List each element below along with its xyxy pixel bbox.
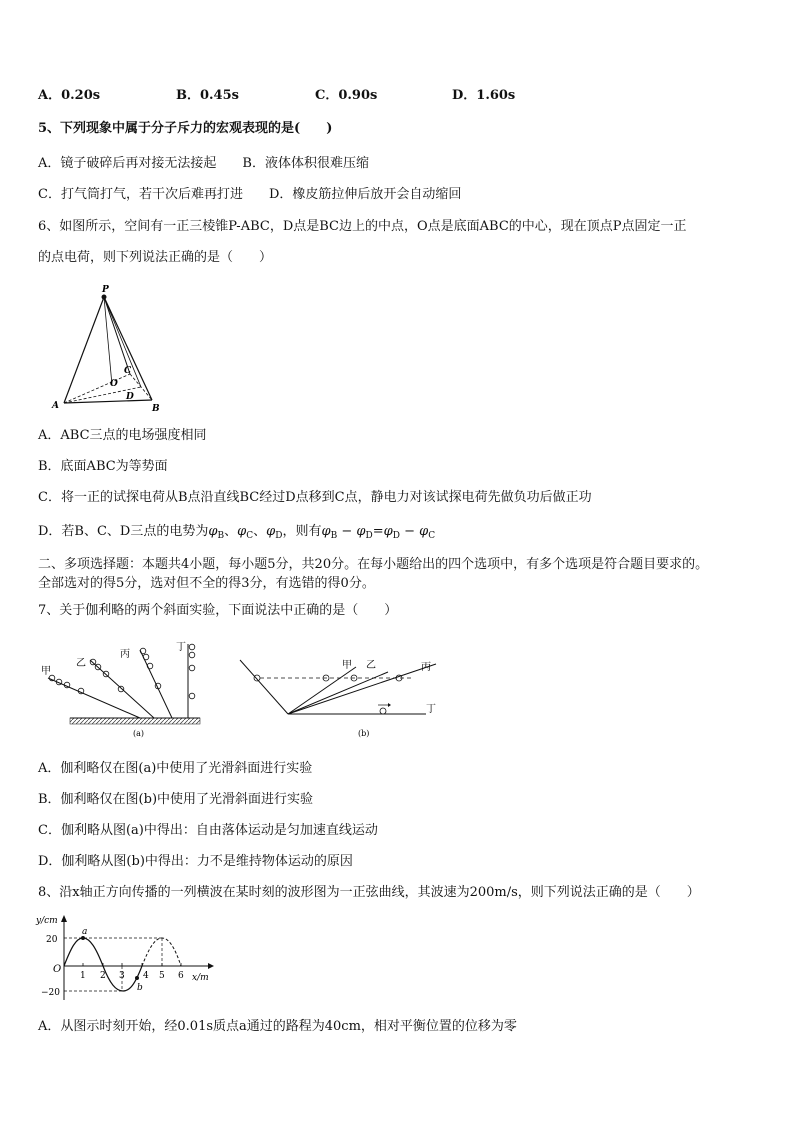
wave-curve-shifted bbox=[142, 938, 181, 966]
ball bbox=[189, 652, 195, 658]
q7-option-c: C．伽利略从图(a)中得出：自由落体运动是匀加速直线运动 bbox=[38, 823, 378, 838]
ball bbox=[189, 665, 195, 671]
xtick-2: 2 bbox=[100, 971, 106, 981]
incline-yi bbox=[90, 660, 154, 718]
q5-option-c: C．打气筒打气，若干次后难再打进 bbox=[38, 187, 243, 202]
fig-b-label-jia: 甲 bbox=[342, 660, 352, 671]
q6-option-a: A．ABC三点的电场强度相同 bbox=[38, 428, 207, 443]
q5-option-a: A．镜子破碎后再对接无法接起 bbox=[38, 156, 217, 171]
xtick-6: 6 bbox=[178, 971, 184, 981]
q5-option-d: D．橡皮筋拉伸后放开会自动缩回 bbox=[268, 187, 462, 202]
ball bbox=[90, 659, 96, 665]
ball bbox=[189, 644, 195, 650]
fig-a-label-jia: 甲 bbox=[41, 666, 51, 677]
ball bbox=[140, 648, 146, 654]
q4-option-a: A．0.20s bbox=[38, 88, 101, 103]
q7-stem: 7、关于伽利略的两个斜面实验，下面说法中正确的是（ ） bbox=[38, 603, 398, 618]
fig-b-label-ding: 丁 bbox=[426, 704, 436, 715]
q7-option-d: D．伽利略从图(b)中得出：力不是维持物体运动的原因 bbox=[38, 854, 353, 869]
y-axis-arrow bbox=[61, 915, 67, 922]
fig-a-label-bing: 丙 bbox=[120, 649, 130, 660]
point-p-dot bbox=[102, 295, 107, 300]
q8-option-a: A．从图示时刻开始，经0.01s质点a通过的路程为40cm，相对平衡位置的位移为零 bbox=[38, 1019, 517, 1034]
velocity-arrow-head bbox=[388, 703, 391, 707]
point-b-label: b bbox=[137, 983, 143, 993]
line-pd bbox=[104, 297, 141, 387]
fig-b-label-bing: 丙 bbox=[421, 662, 431, 673]
y-axis-label: y/cm bbox=[36, 916, 58, 926]
right-incline-jia bbox=[288, 667, 356, 714]
q6-stem-line2: 的点电荷，则下列说法正确的是（ ） bbox=[38, 250, 273, 265]
q4-option-d: D．1.60s bbox=[452, 88, 516, 103]
origin-label: O bbox=[53, 964, 62, 975]
fig-a-caption: (a) bbox=[133, 729, 145, 738]
section2-line2: 全部选对的得5分，选对但不全的得3分，有选错的得0分。 bbox=[38, 576, 375, 591]
xtick-4: 4 bbox=[143, 971, 149, 981]
ground-hatch bbox=[70, 718, 200, 724]
ball bbox=[118, 686, 124, 692]
label-p: P bbox=[102, 285, 109, 295]
edge-pa bbox=[64, 297, 104, 403]
label-a: A bbox=[52, 401, 59, 411]
fig-a-label-yi: 乙 bbox=[76, 658, 86, 669]
right-incline-bing bbox=[288, 664, 436, 714]
figure-b-double-incline bbox=[236, 650, 442, 740]
q5-stem: 5、下列现象中属于分子斥力的宏观表现的是( ) bbox=[38, 121, 333, 136]
incline-jia bbox=[48, 678, 140, 718]
fig-b-caption: (b) bbox=[358, 729, 370, 738]
fig-a-label-ding: 丁 bbox=[176, 642, 186, 653]
q6-option-c: C．将一正的试探电荷从B点沿直线BC经过D点移到C点，静电力对该试探电荷先做负功后做正功 bbox=[38, 490, 592, 505]
q4-option-c: C．0.90s bbox=[315, 88, 378, 103]
q5-options-cd bbox=[38, 187, 461, 203]
fig-b-label-yi: 乙 bbox=[366, 660, 376, 671]
q6-stem-line1: 6、如图所示，空间有一正三棱锥P-ABC，D点是BC边上的中点，O点是底面ABC的中心，现在顶点P点固定一正 bbox=[38, 219, 687, 234]
point-b bbox=[135, 976, 139, 980]
x-axis-arrow bbox=[208, 963, 214, 969]
label-c: C bbox=[124, 366, 132, 376]
ball bbox=[143, 654, 149, 660]
wave-graph bbox=[30, 910, 220, 1005]
xtick-3: 3 bbox=[119, 971, 125, 981]
label-b: B bbox=[152, 404, 160, 412]
q5-option-b: B．液体体积很难压缩 bbox=[242, 156, 369, 171]
figure-a-inclines bbox=[36, 636, 208, 741]
q4-option-b: B．0.45s bbox=[176, 88, 239, 103]
ytick-neg-20: −20 bbox=[41, 988, 60, 998]
xtick-5: 5 bbox=[159, 971, 165, 981]
label-d: D bbox=[126, 392, 134, 402]
ball bbox=[254, 675, 260, 681]
ytick-20: 20 bbox=[46, 935, 58, 945]
x-axis-label: x/m bbox=[192, 973, 209, 983]
label-o: O bbox=[110, 379, 118, 389]
q8-stem: 8、沿x轴正方向传播的一列横波在某时刻的波形图为一正弦曲线，其波速为200m/s，则下列说法正确的是（ ） bbox=[38, 885, 700, 900]
edge-ab bbox=[64, 400, 152, 403]
left-incline bbox=[240, 660, 288, 714]
pyramid-figure bbox=[46, 282, 176, 412]
point-a-label: a bbox=[82, 927, 88, 937]
q7-option-a: A．伽利略仅在图(a)中使用了光滑斜面进行实验 bbox=[38, 761, 313, 776]
q5-options-ab bbox=[38, 156, 369, 172]
ball bbox=[189, 693, 195, 699]
ball bbox=[380, 708, 386, 714]
section2-line1: 二、多项选择题：本题共4小题，每小题5分，共20分。在每小题给出的四个选项中，有多个选项是符合题目要求的。 bbox=[38, 557, 709, 572]
xtick-1: 1 bbox=[80, 971, 86, 981]
q6-option-d: D．若B、C、D三点的电势为$\varphi_B$、$\varphi_C$、$\varphi_D$，则有$\varphi_B - \varphi_D=\varphi_D - \varphi_C$ bbox=[38, 524, 436, 541]
q7-option-b: B．伽利略仅在图(b)中使用了光滑斜面进行实验 bbox=[38, 792, 314, 807]
q6-option-b: B．底面ABC为等势面 bbox=[38, 459, 168, 474]
